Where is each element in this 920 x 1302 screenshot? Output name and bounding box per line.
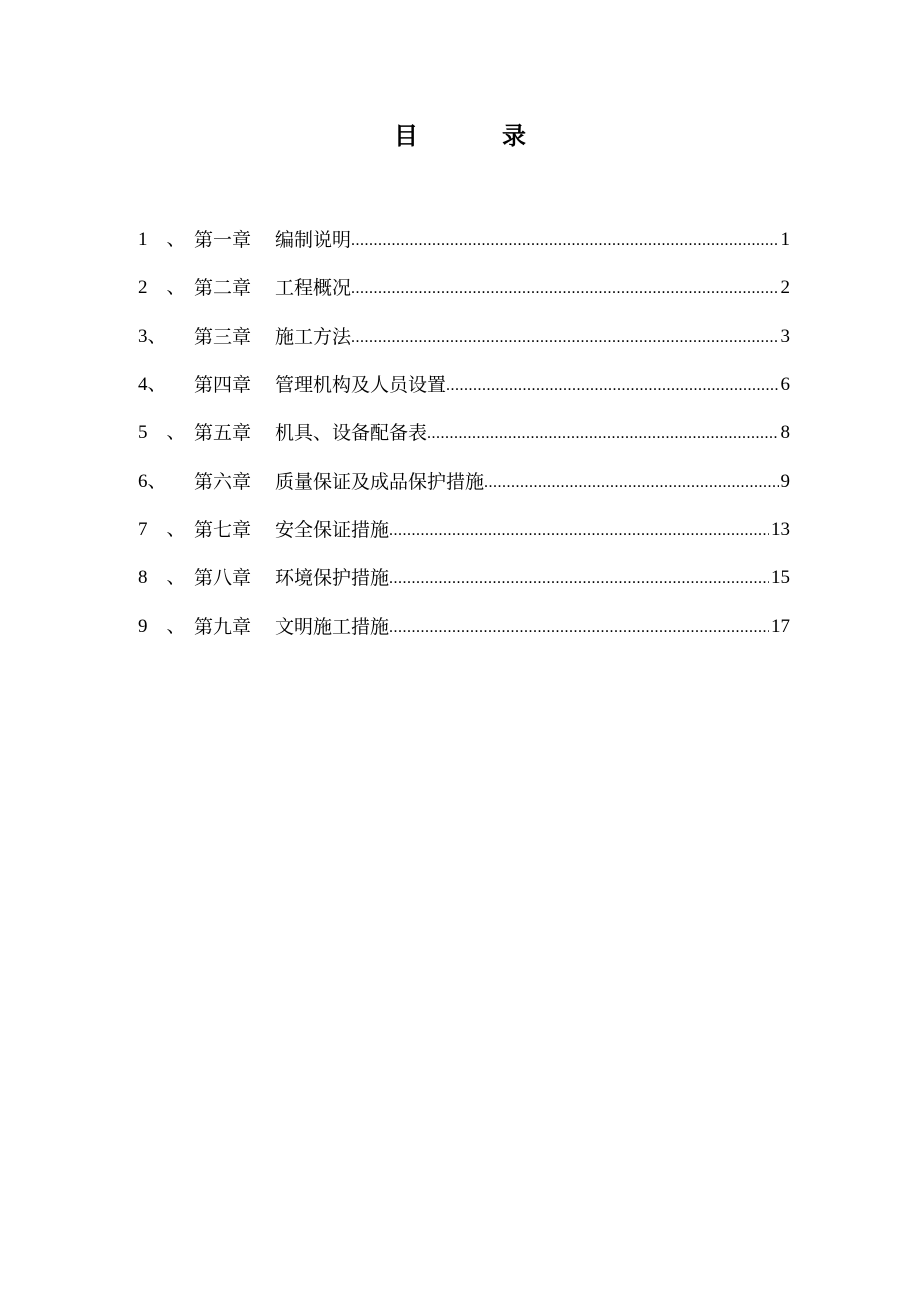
toc-entry-number: 4、 [138,374,167,396]
toc-entry-title: 工程概况 [275,277,352,300]
toc-entry-chapter: 第八章 [194,567,252,590]
toc-entry-title: 环境保护措施 [275,567,390,590]
toc-dot-leader [351,320,778,356]
toc-entry-4[interactable] [138,361,790,409]
toc-entry-chapter: 第四章 [194,374,252,397]
toc-entry-title: 施工方法 [275,325,352,348]
toc-entry-chapter: 第七章 [194,518,252,541]
toc-entry-number: 9 、 [138,615,186,637]
toc-dot-leader [484,465,778,501]
table-of-contents [138,216,790,651]
toc-entry-page: 3 [780,325,790,347]
toc-entry-page: 17 [771,615,790,637]
toc-entry-chapter: 第三章 [194,325,252,348]
toc-entry-1[interactable] [138,216,790,264]
toc-entry-number: 5 、 [138,422,186,444]
toc-entry-number: 1 、 [138,229,186,251]
toc-entry-number: 8 、 [138,567,186,589]
toc-entry-page: 6 [780,374,790,396]
toc-entry-2[interactable] [138,264,790,312]
toc-entry-page: 13 [771,518,790,540]
toc-entry-title: 编制说明 [275,229,352,252]
toc-entry-page: 8 [780,422,790,444]
toc-entry-chapter: 第一章 [194,229,252,252]
toc-entry-page: 1 [780,229,790,251]
toc-entry-chapter: 第二章 [194,277,252,300]
toc-dot-leader [351,271,778,307]
toc-dot-leader [389,561,769,597]
toc-entry-chapter: 第六章 [194,470,252,493]
toc-entry-title: 质量保证及成品保护措施 [275,470,485,493]
toc-entry-title: 管理机构及人员设置 [275,374,447,397]
toc-dot-leader [389,513,769,549]
page-title: 目 录 [394,121,556,150]
toc-dot-leader [427,416,778,452]
toc-entry-6[interactable] [138,457,790,505]
toc-entry-number: 2 、 [138,277,186,299]
toc-entry-5[interactable] [138,409,790,457]
toc-entry-chapter: 第五章 [194,422,252,445]
toc-entry-8[interactable] [138,554,790,602]
toc-entry-number: 7 、 [138,518,186,540]
toc-dot-leader [446,368,778,404]
toc-entry-title: 机具、设备配备表 [275,422,428,445]
toc-entry-page: 15 [771,567,790,589]
toc-entry-chapter: 第九章 [194,615,252,638]
toc-dot-leader [389,610,769,646]
toc-entry-number: 6、 [138,470,167,492]
toc-entry-9[interactable] [138,602,790,650]
toc-entry-title: 文明施工措施 [275,615,390,638]
toc-dot-leader [351,223,778,259]
toc-entry-page: 9 [780,470,790,492]
toc-entry-title: 安全保证措施 [275,518,390,541]
toc-entry-page: 2 [780,277,790,299]
toc-entry-3[interactable] [138,313,790,361]
toc-entry-7[interactable] [138,506,790,554]
toc-entry-number: 3、 [138,325,167,347]
